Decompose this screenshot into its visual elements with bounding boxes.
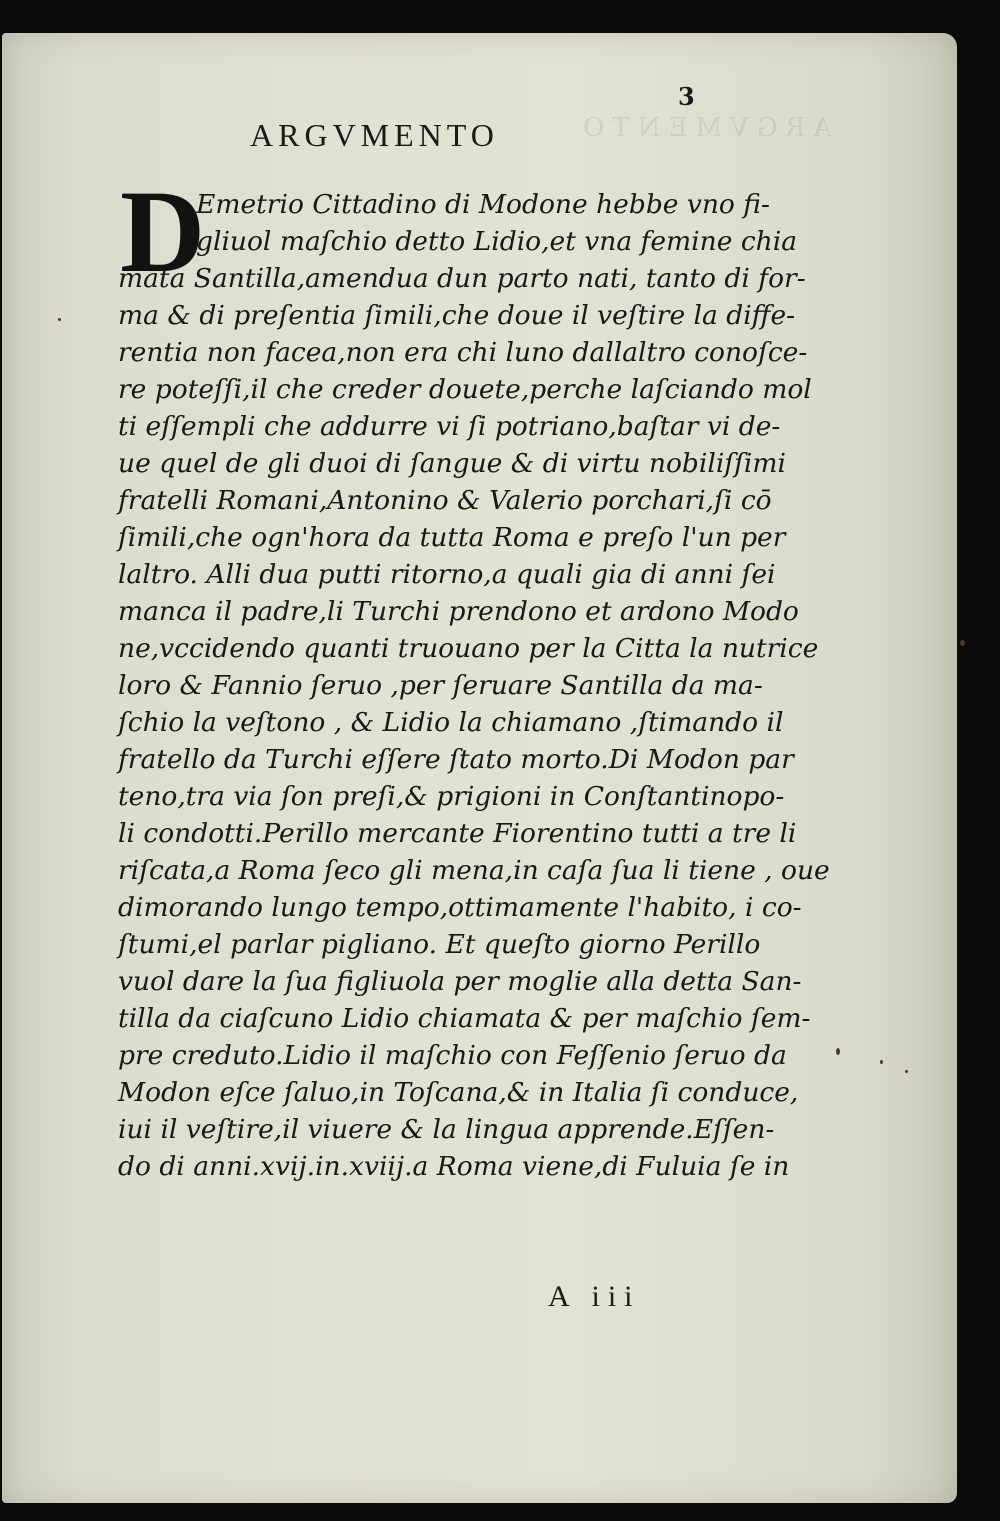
text-line: vuol dare la ſua figliuola per moglie alla detta San-	[118, 966, 802, 997]
text-line: ti eſſempli che addurre vi ſi potriano,baſtar vi de-	[118, 411, 781, 442]
text-line: teno,tra via ſon preſi,& prigioni in Conſtantinopo-	[118, 781, 785, 812]
text-line: riſcata,a Roma ſeco gli mena,in caſa ſua li tiene , oue	[118, 855, 830, 886]
text-line: ue quel de gli duoi di ſangue & di virtu nobiliſſimi	[118, 448, 786, 479]
text-line: ne,vccidendo quanti truouano per la Citta la nutrice	[118, 633, 819, 664]
text-line: re poteſſi,il che creder douete,perche laſciando mol	[118, 374, 812, 405]
text-line: ſimili,che ogn'hora da tutta Roma e preſo l'un per	[118, 522, 786, 553]
text-line: tilla da ciaſcuno Lidio chiamata & per maſchio ſem-	[118, 1003, 811, 1034]
text-line: ſtumi,el parlar pigliano. Et queſto giorno Perillo	[118, 929, 761, 960]
ink-speck	[880, 1060, 883, 1064]
signature-mark: A iii	[548, 1280, 641, 1313]
argument-text	[118, 166, 830, 1185]
text-line: dimorando lungo tempo,ottimamente l'habito, i co-	[118, 892, 802, 923]
text-line: li condotti.Perillo mercante Fiorentino tutti a tre li	[118, 818, 797, 849]
drop-cap-initial: D	[120, 166, 206, 297]
text-line: pre creduto.Lidio il maſchio con Feſſenio ſeruo da	[118, 1040, 787, 1071]
page-heading: ARGVMENTO	[250, 117, 499, 153]
text-line: mata Santilla,amendua dun parto nati, tanto di for-	[118, 263, 806, 294]
show-through-text: ARGVMENTO	[575, 113, 832, 143]
ink-speck	[905, 1070, 908, 1073]
text-line: do di anni.xvij.in.xviij.a Roma viene,di Fuluia ſe in	[118, 1151, 790, 1182]
page-number: 3	[678, 82, 695, 111]
text-line: fratello da Turchi eſſere ſtato morto.Di Modon par	[118, 744, 794, 775]
ink-speck	[58, 318, 61, 321]
text-line: iui il veſtire,il viuere & la lingua apprende.Eſſen-	[118, 1114, 775, 1145]
text-line: rentia non facea,non era chi luno dallaltro conoſce-	[118, 337, 808, 368]
text-line: ſchio la veſtono , & Lidio la chiamano ,ſtimando il	[118, 707, 784, 738]
text-line: manca il padre,li Turchi prendono et ardono Modo	[118, 596, 799, 627]
text-line: Modon eſce ſaluo,in Toſcana,& in Italia ſi conduce,	[118, 1077, 799, 1108]
text-line: ma & di preſentia ſimili,che doue il veſtire la diffe-	[118, 300, 796, 331]
ink-speck	[836, 1048, 840, 1055]
text-line: loro & Fannio ſeruo ,per ſeruare Santilla da ma-	[118, 670, 763, 701]
text-line: Emetrio Cittadino di Modone hebbe vno fi-	[196, 189, 770, 220]
text-line: fratelli Romani,Antonino & Valerio porchari,ſi cō	[118, 485, 772, 516]
text-line: gliuol maſchio detto Lidio,et vna femine chia	[196, 226, 798, 257]
ink-speck	[960, 640, 965, 646]
text-line: laltro. Alli dua putti ritorno,a quali gia di anni ſei	[118, 559, 776, 590]
